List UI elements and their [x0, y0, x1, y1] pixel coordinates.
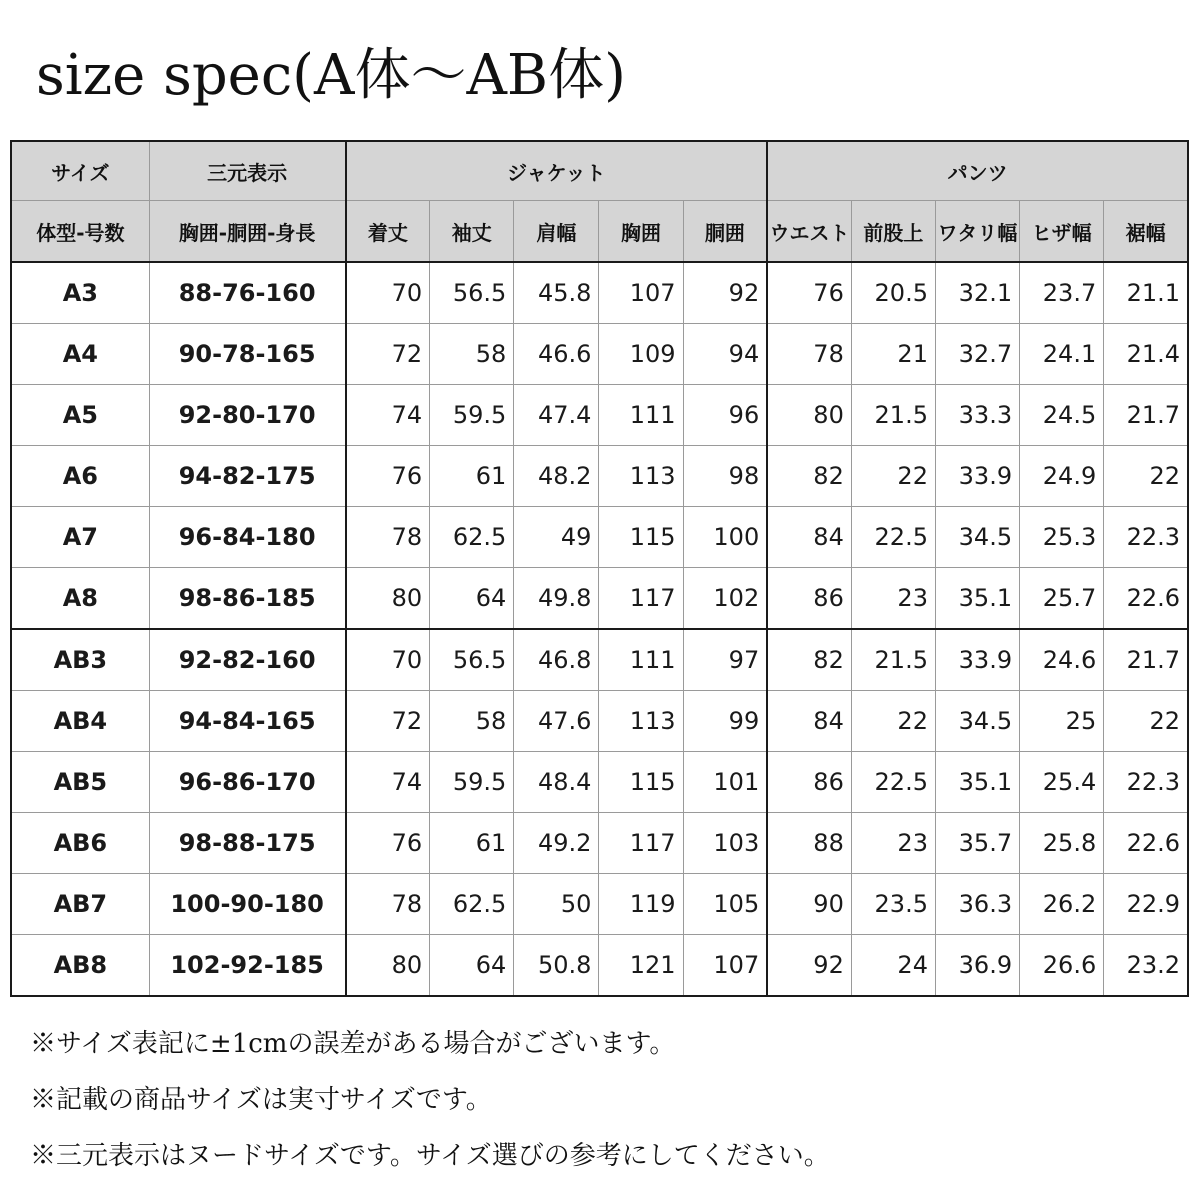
value-cell: 36.3: [935, 874, 1019, 935]
value-cell: 49: [514, 507, 599, 568]
dims-cell: 90-78-165: [149, 324, 345, 385]
value-cell: 82: [767, 446, 851, 507]
value-cell: 105: [683, 874, 767, 935]
value-cell: 98: [683, 446, 767, 507]
value-cell: 48.2: [514, 446, 599, 507]
table-row: [11, 262, 1188, 324]
value-cell: 21.7: [1104, 629, 1188, 691]
size-cell: AB5: [11, 752, 149, 813]
table-row: [11, 385, 1188, 446]
value-cell: 92: [683, 262, 767, 324]
value-cell: 22.5: [851, 752, 935, 813]
value-cell: 34.5: [935, 691, 1019, 752]
value-cell: 32.1: [935, 262, 1019, 324]
size-cell: AB6: [11, 813, 149, 874]
table-row: [11, 324, 1188, 385]
value-cell: 24.1: [1020, 324, 1104, 385]
value-cell: 33.9: [935, 446, 1019, 507]
value-cell: 24.5: [1020, 385, 1104, 446]
value-cell: 78: [346, 874, 430, 935]
value-cell: 50: [514, 874, 599, 935]
value-cell: 25: [1020, 691, 1104, 752]
value-cell: 56.5: [430, 262, 514, 324]
size-cell: A7: [11, 507, 149, 568]
value-cell: 33.3: [935, 385, 1019, 446]
value-cell: 117: [599, 568, 683, 630]
header-thigh-width: ワタリ幅: [935, 201, 1019, 263]
value-cell: 97: [683, 629, 767, 691]
dims-cell: 102-92-185: [149, 935, 345, 997]
header-sleeve-length: 袖丈: [430, 201, 514, 263]
header-pants: パンツ: [767, 141, 1188, 201]
value-cell: 22: [1104, 691, 1188, 752]
value-cell: 102: [683, 568, 767, 630]
value-cell: 22: [1104, 446, 1188, 507]
value-cell: 24.6: [1020, 629, 1104, 691]
value-cell: 49.8: [514, 568, 599, 630]
value-cell: 21.5: [851, 385, 935, 446]
size-cell: A8: [11, 568, 149, 630]
value-cell: 113: [599, 691, 683, 752]
value-cell: 58: [430, 324, 514, 385]
value-cell: 82: [767, 629, 851, 691]
header-size-sub: 体型-号数: [11, 201, 149, 263]
value-cell: 111: [599, 385, 683, 446]
value-cell: 35.7: [935, 813, 1019, 874]
dims-cell: 92-80-170: [149, 385, 345, 446]
value-cell: 23.5: [851, 874, 935, 935]
value-cell: 78: [767, 324, 851, 385]
table-body: [11, 262, 1188, 996]
header-waist-pants: ウエスト: [767, 201, 851, 263]
value-cell: 47.4: [514, 385, 599, 446]
dims-cell: 92-82-160: [149, 629, 345, 691]
value-cell: 21: [851, 324, 935, 385]
value-cell: 72: [346, 324, 430, 385]
value-cell: 47.6: [514, 691, 599, 752]
dims-cell: 98-88-175: [149, 813, 345, 874]
header-hem-width: 裾幅: [1104, 201, 1188, 263]
dims-cell: 94-84-165: [149, 691, 345, 752]
table-row: [11, 507, 1188, 568]
dims-cell: 96-84-180: [149, 507, 345, 568]
header-dims: 三元表示: [149, 141, 345, 201]
header-jacket-length: 着丈: [346, 201, 430, 263]
header-size: サイズ: [11, 141, 149, 201]
value-cell: 80: [346, 935, 430, 997]
note-actual-size: ※記載の商品サイズは実寸サイズです。: [30, 1085, 492, 1115]
value-cell: 76: [346, 446, 430, 507]
value-cell: 61: [430, 813, 514, 874]
size-cell: A3: [11, 262, 149, 324]
value-cell: 49.2: [514, 813, 599, 874]
value-cell: 25.7: [1020, 568, 1104, 630]
value-cell: 62.5: [430, 507, 514, 568]
value-cell: 74: [346, 752, 430, 813]
value-cell: 59.5: [430, 385, 514, 446]
value-cell: 80: [346, 568, 430, 630]
size-cell: AB4: [11, 691, 149, 752]
value-cell: 115: [599, 507, 683, 568]
value-cell: 21.1: [1104, 262, 1188, 324]
value-cell: 34.5: [935, 507, 1019, 568]
value-cell: 21.7: [1104, 385, 1188, 446]
notes: [30, 1016, 830, 1184]
value-cell: 88: [767, 813, 851, 874]
value-cell: 23: [851, 568, 935, 630]
value-cell: 21.4: [1104, 324, 1188, 385]
value-cell: 46.8: [514, 629, 599, 691]
value-cell: 107: [683, 935, 767, 997]
value-cell: 119: [599, 874, 683, 935]
value-cell: 103: [683, 813, 767, 874]
value-cell: 94: [683, 324, 767, 385]
value-cell: 58: [430, 691, 514, 752]
size-spec-table: [10, 140, 1189, 997]
value-cell: 26.6: [1020, 935, 1104, 997]
note-tolerance: ※サイズ表記に±1cmの誤差がある場合がございます。: [30, 1029, 676, 1059]
size-cell: AB7: [11, 874, 149, 935]
value-cell: 76: [346, 813, 430, 874]
value-cell: 64: [430, 935, 514, 997]
value-cell: 109: [599, 324, 683, 385]
value-cell: 25.3: [1020, 507, 1104, 568]
table-row: [11, 813, 1188, 874]
value-cell: 22: [851, 691, 935, 752]
value-cell: 50.8: [514, 935, 599, 997]
value-cell: 25.4: [1020, 752, 1104, 813]
table-row: [11, 446, 1188, 507]
note-nude-size: ※三元表示はヌードサイズです。サイズ選びの参考にしてください。: [30, 1141, 830, 1171]
value-cell: 32.7: [935, 324, 1019, 385]
value-cell: 61: [430, 446, 514, 507]
table-row: [11, 568, 1188, 630]
value-cell: 48.4: [514, 752, 599, 813]
value-cell: 101: [683, 752, 767, 813]
value-cell: 107: [599, 262, 683, 324]
value-cell: 22.3: [1104, 507, 1188, 568]
value-cell: 35.1: [935, 752, 1019, 813]
value-cell: 22.6: [1104, 568, 1188, 630]
value-cell: 78: [346, 507, 430, 568]
dims-cell: 88-76-160: [149, 262, 345, 324]
table-row: [11, 691, 1188, 752]
value-cell: 64: [430, 568, 514, 630]
value-cell: 25.8: [1020, 813, 1104, 874]
header-shoulder-width: 肩幅: [514, 201, 599, 263]
value-cell: 84: [767, 691, 851, 752]
value-cell: 100: [683, 507, 767, 568]
value-cell: 45.8: [514, 262, 599, 324]
value-cell: 23: [851, 813, 935, 874]
size-cell: A5: [11, 385, 149, 446]
table-row: [11, 935, 1188, 997]
table-row: [11, 629, 1188, 691]
dims-cell: 98-86-185: [149, 568, 345, 630]
value-cell: 96: [683, 385, 767, 446]
value-cell: 117: [599, 813, 683, 874]
value-cell: 72: [346, 691, 430, 752]
dims-cell: 94-82-175: [149, 446, 345, 507]
size-cell: A6: [11, 446, 149, 507]
value-cell: 121: [599, 935, 683, 997]
value-cell: 21.5: [851, 629, 935, 691]
header-front-rise: 前股上: [851, 201, 935, 263]
value-cell: 115: [599, 752, 683, 813]
value-cell: 20.5: [851, 262, 935, 324]
table-row: [11, 752, 1188, 813]
table-row: [11, 874, 1188, 935]
value-cell: 46.6: [514, 324, 599, 385]
value-cell: 99: [683, 691, 767, 752]
value-cell: 62.5: [430, 874, 514, 935]
header-jacket: ジャケット: [346, 141, 768, 201]
size-cell: AB8: [11, 935, 149, 997]
value-cell: 36.9: [935, 935, 1019, 997]
value-cell: 74: [346, 385, 430, 446]
value-cell: 24: [851, 935, 935, 997]
value-cell: 70: [346, 262, 430, 324]
value-cell: 22.9: [1104, 874, 1188, 935]
value-cell: 111: [599, 629, 683, 691]
value-cell: 24.9: [1020, 446, 1104, 507]
value-cell: 59.5: [430, 752, 514, 813]
size-cell: AB3: [11, 629, 149, 691]
dims-cell: 96-86-170: [149, 752, 345, 813]
header-knee-width: ヒザ幅: [1020, 201, 1104, 263]
value-cell: 86: [767, 568, 851, 630]
value-cell: 22: [851, 446, 935, 507]
size-cell: A4: [11, 324, 149, 385]
header-waist-jacket: 胴囲: [683, 201, 767, 263]
value-cell: 33.9: [935, 629, 1019, 691]
value-cell: 84: [767, 507, 851, 568]
value-cell: 35.1: [935, 568, 1019, 630]
value-cell: 113: [599, 446, 683, 507]
value-cell: 56.5: [430, 629, 514, 691]
value-cell: 26.2: [1020, 874, 1104, 935]
dims-cell: 100-90-180: [149, 874, 345, 935]
header-dims-sub: 胸囲-胴囲-身長: [149, 201, 345, 263]
value-cell: 23.2: [1104, 935, 1188, 997]
value-cell: 22.5: [851, 507, 935, 568]
header-chest: 胸囲: [599, 201, 683, 263]
value-cell: 70: [346, 629, 430, 691]
value-cell: 76: [767, 262, 851, 324]
value-cell: 90: [767, 874, 851, 935]
value-cell: 86: [767, 752, 851, 813]
value-cell: 22.6: [1104, 813, 1188, 874]
value-cell: 23.7: [1020, 262, 1104, 324]
value-cell: 80: [767, 385, 851, 446]
page-title: size spec(A体〜AB体): [36, 43, 626, 108]
value-cell: 92: [767, 935, 851, 997]
value-cell: 22.3: [1104, 752, 1188, 813]
